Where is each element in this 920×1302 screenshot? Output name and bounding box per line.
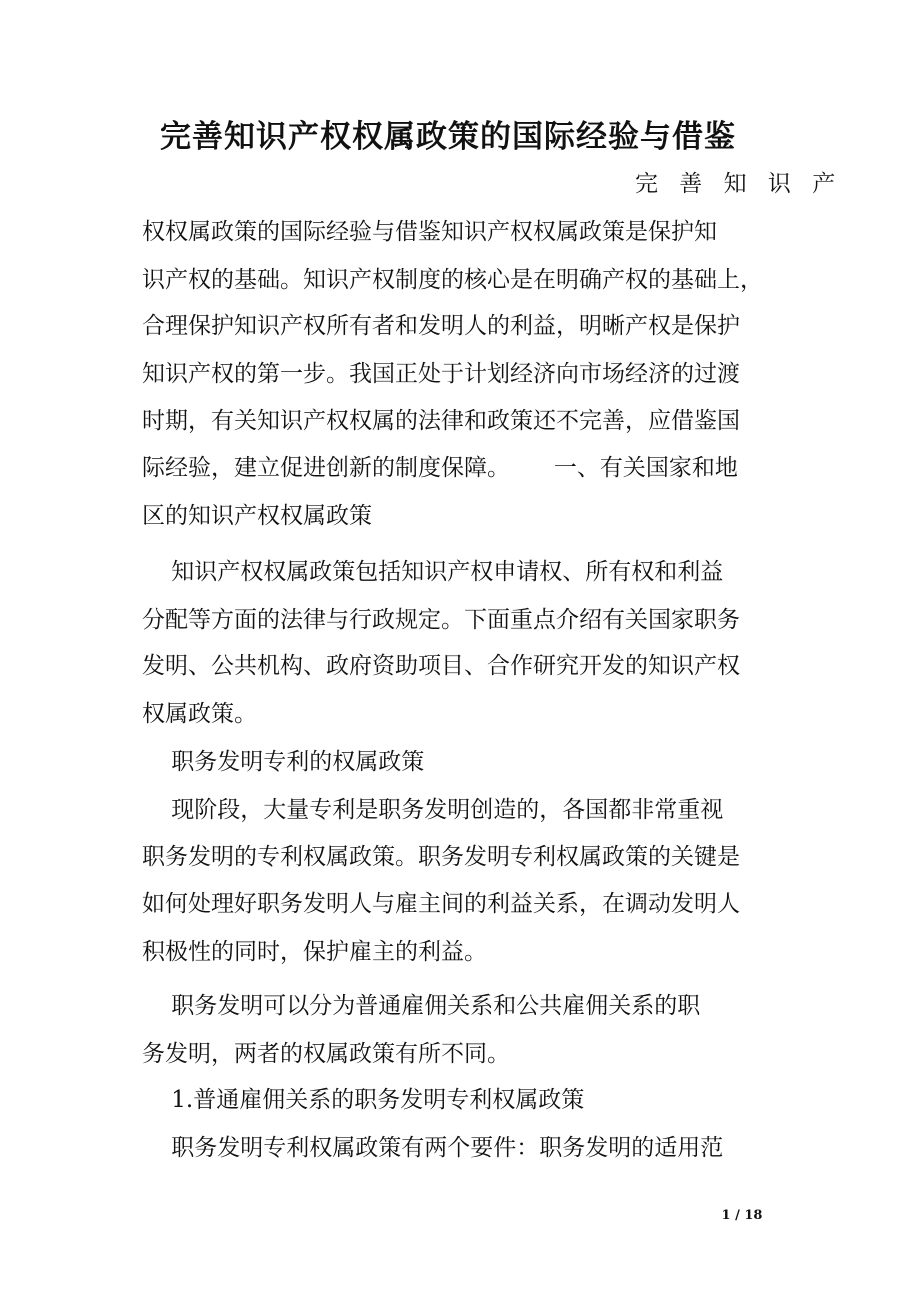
body-line: 务发明，两者的权属政策有所不同。: [142, 1041, 510, 1067]
document-title: 完善知识产权权属政策的国际经验与借鉴: [160, 119, 736, 155]
body-line: 识产权的基础。知识产权制度的核心是在明确产权的基础上，: [142, 267, 763, 293]
body-line: 发明、公共机构、政府资助项目、合作研究开发的知识产权: [142, 653, 740, 679]
body-line: 职务发明专利权属政策有两个要件：职务发明的适用范: [142, 1135, 724, 1161]
body-line: 职务发明专利的权属政策: [142, 749, 425, 775]
body-line: 知识产权的第一步。我国正处于计划经济向市场经济的过渡: [142, 361, 740, 387]
body-line: 区的知识产权权属政策: [142, 503, 372, 529]
body-line: 知识产权权属政策包括知识产权申请权、所有权和利益: [142, 559, 724, 585]
body-line: 1.普通雇佣关系的职务发明专利权属政策: [142, 1087, 585, 1113]
body-line: 职务发明的专利权属政策。职务发明专利权属政策的关键是: [142, 844, 740, 870]
body-line: 如何处理好职务发明人与雇主间的利益关系，在调动发明人: [142, 891, 740, 917]
body-line: 完 善 知 识 产: [635, 171, 843, 197]
page-number: 1 / 18: [721, 1208, 763, 1223]
body-line: 职务发明可以分为普通雇佣关系和公共雇佣关系的职: [142, 993, 701, 1019]
body-line: 分配等方面的法律与行政规定。下面重点介绍有关国家职务: [142, 607, 740, 633]
body-line: 积极性的同时，保护雇主的利益。: [142, 939, 487, 965]
body-line: 时期，有关知识产权权属的法律和政策还不完善，应借鉴国: [142, 408, 740, 434]
body-line: 际经验，建立促进创新的制度保障。 一、有关国家和地: [142, 455, 738, 481]
body-line: 权权属政策的国际经验与借鉴知识产权权属政策是保护知: [142, 219, 717, 245]
body-line: 权属政策。: [142, 701, 257, 727]
body-line: 现阶段，大量专利是职务发明创造的，各国都非常重视: [142, 797, 724, 823]
body-line: 合理保护知识产权所有者和发明人的利益，明晰产权是保护: [142, 313, 740, 339]
